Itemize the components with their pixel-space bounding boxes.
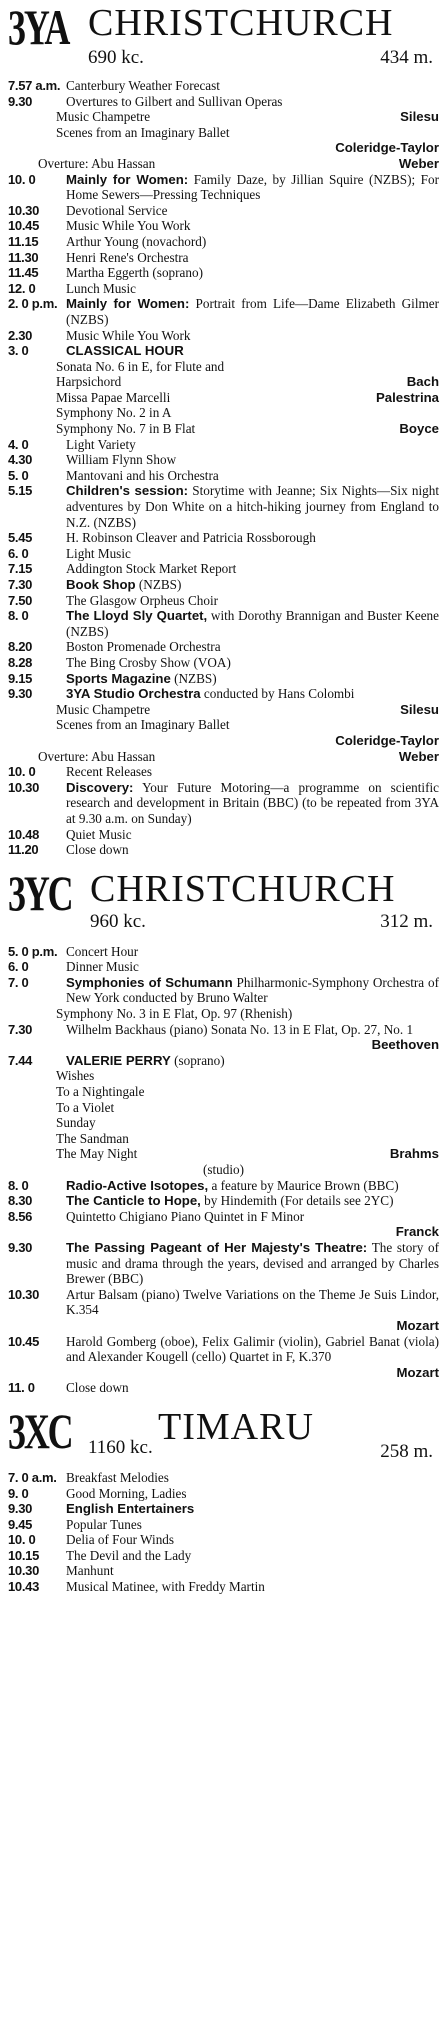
programme-text	[66, 764, 439, 780]
programme-description: Recent Releases	[66, 764, 153, 780]
programme-entry	[8, 1334, 439, 1365]
time-label: 8.30	[8, 1193, 33, 1209]
programme-description: Philharmonic-Symphony Orchestra of New York conducted by Bruno Walter	[66, 974, 439, 1006]
time-label: 7.50	[8, 592, 33, 608]
programme-text	[66, 780, 439, 827]
programme-text	[66, 959, 439, 975]
programme-entry	[8, 530, 439, 546]
programme-entry	[8, 1486, 439, 1502]
programme-title: Sports Magazine	[66, 670, 171, 686]
time-label: 11.30	[8, 249, 39, 265]
time-label: 10.30	[8, 779, 40, 795]
composer: Coleridge-Taylor	[335, 140, 439, 156]
time-label: 6. 0	[8, 959, 29, 975]
time-label: 7.57 a.m.	[8, 78, 61, 93]
programme-entry	[8, 468, 439, 484]
frequency: 1160 kc.	[88, 1436, 153, 1458]
programme-text	[66, 655, 439, 671]
programme-entry	[8, 78, 439, 94]
programme-entry	[8, 1209, 439, 1225]
programme-description: Quintetto Chigiano Piano Quintet in F Minor	[66, 1208, 305, 1224]
station-header	[8, 0, 439, 78]
time-label: 11.20	[8, 842, 39, 858]
programme-entry	[8, 1470, 439, 1486]
programme-description: Your Future Motoring—a programme on scientific research and development in Britain (BBC) (to be repeated from 3YA at 9.30 a.m. on Sunday)	[66, 779, 439, 826]
time-label: 5.15	[8, 483, 33, 499]
programme-description: Storytime with Jeanne; Six Nights—Six night adventures by Don White on a hitch-hiking journey from England to N.Z. (NZBS)	[66, 483, 440, 530]
programme-text	[66, 1470, 439, 1486]
programme-text	[66, 343, 439, 359]
composer: Palestrina	[375, 389, 439, 405]
programme-description: Martha Eggerth (soprano)	[66, 265, 203, 281]
work-line: Symphony No. 3 in E Flat, Op. 97 (Rhenish)	[56, 1006, 293, 1022]
programme-entry	[8, 1501, 439, 1517]
programme-entry	[8, 593, 439, 609]
time-label: 10.30	[8, 1286, 40, 1302]
programme-description: Devotional Service	[66, 202, 168, 218]
work-title: Music Champetre	[56, 701, 151, 717]
composer: Franck	[395, 1224, 439, 1240]
programme-text	[66, 1380, 439, 1396]
time-label: 9.15	[8, 670, 33, 686]
work-title: Music Champetre	[56, 109, 151, 125]
time-label: 10.30	[8, 202, 40, 218]
time-label: 11.15	[8, 233, 39, 249]
wavelength: 434 m.	[380, 47, 433, 68]
programme-text	[66, 234, 439, 250]
programme-entry	[8, 842, 439, 858]
programme-title: VALERIE PERRY	[66, 1052, 171, 1068]
programme-entry	[8, 1022, 439, 1038]
programme-description: Delia of Four Winds	[66, 1532, 175, 1548]
programme-entry	[8, 1178, 439, 1194]
programme-text	[66, 1548, 439, 1564]
time-label: 8.20	[8, 639, 33, 655]
composer: Mozart	[396, 1364, 439, 1380]
programme-text	[66, 78, 439, 94]
song-title: Sunday	[56, 1115, 96, 1131]
programme-description: H. Robinson Cleaver and Patricia Rossborough	[66, 530, 316, 546]
programme-description: Quiet Music	[66, 826, 132, 842]
programme-title: Book Shop	[66, 577, 136, 592]
programme-title: Mainly for Women:	[66, 171, 189, 187]
programme-description: Henri Rene's Orchestra	[66, 249, 189, 265]
programme-text	[66, 250, 439, 266]
programme-text	[66, 561, 439, 577]
programme-description: conducted by Hans Colombi	[200, 686, 355, 702]
programme-entry	[8, 1548, 439, 1564]
time-label: 11.45	[8, 265, 39, 281]
programme-text	[66, 593, 439, 609]
wavelength: 312 m.	[380, 910, 433, 932]
programme-title: Mainly for Women:	[66, 296, 190, 312]
programme-description: Music While You Work	[66, 327, 191, 343]
programme-entry	[8, 1517, 439, 1533]
work-line	[8, 359, 439, 375]
city-name: CHRISTCHURCH	[90, 867, 396, 910]
programme-text	[66, 686, 439, 702]
time-label: 7.30	[8, 577, 33, 592]
time-label: 5.45	[8, 530, 33, 546]
work-line	[8, 156, 439, 172]
time-label: 9.30	[8, 686, 33, 702]
programme-description: Dinner Music	[66, 959, 139, 975]
programme-description: The Bing Crosby Show (VOA)	[66, 654, 231, 670]
programme-text	[66, 1240, 439, 1287]
programme-text	[66, 328, 439, 344]
programme-text	[66, 1563, 439, 1579]
programme-title: The Lloyd Sly Quartet,	[66, 608, 208, 624]
programme-entry	[8, 328, 439, 344]
work-title: Symphony No. 2 in A	[56, 405, 172, 421]
time-label: 10. 0	[8, 764, 36, 780]
programme-text	[66, 172, 439, 203]
programme-entry	[8, 296, 439, 327]
programme-text	[66, 546, 439, 562]
programme-entry	[8, 1532, 439, 1548]
work-line	[8, 702, 439, 718]
work-line	[8, 140, 439, 156]
programme-description: The Devil and the Lady	[66, 1547, 192, 1563]
time-label: 5. 0	[8, 467, 29, 483]
programme-entry	[8, 1240, 439, 1287]
programme-entry	[8, 234, 439, 250]
programme-description: a feature by Maurice Brown (BBC)	[208, 1177, 399, 1193]
programme-description: Concert Hour	[66, 943, 139, 959]
work-line	[8, 390, 439, 406]
time-label: 10.48	[8, 826, 40, 842]
programme-title: Children's session:	[66, 483, 189, 499]
programme-entry	[8, 827, 439, 843]
programme-entry	[8, 452, 439, 468]
work-line	[8, 717, 439, 733]
time-label: 10. 0	[8, 1532, 36, 1548]
programme-description: Portrait from Life—Dame Elizabeth Gilmer (NZBS)	[66, 296, 440, 327]
time-label: 4. 0	[8, 436, 29, 452]
programme-list	[8, 78, 439, 858]
song-title: The Sandman	[56, 1130, 129, 1146]
programme-description: The Glasgow Orpheus Choir	[66, 592, 218, 608]
programme-description: Popular Tunes	[66, 1516, 142, 1532]
composer: Brahms	[389, 1146, 439, 1162]
composer: Coleridge-Taylor	[335, 732, 439, 748]
programme-description: Harold Gomberg (oboe), Felix Galimir (violin), Gabriel Banat (viola) and Alexander Kougell (cello) Quartet in F, K.370	[66, 1333, 439, 1365]
composer: Bach	[406, 374, 439, 390]
programme-entry	[8, 975, 439, 1006]
programme-text	[66, 452, 439, 468]
programme-text	[66, 437, 439, 453]
callsign: 3XC	[8, 1402, 72, 1459]
time-label: 9.30	[8, 93, 33, 109]
work-title: Overture: Abu Hassan	[38, 155, 156, 171]
time-label: 8. 0	[8, 608, 29, 624]
programme-list	[8, 1470, 439, 1595]
programme-text	[66, 265, 439, 281]
station-3yc	[8, 866, 439, 1396]
programme-description: Artur Balsam (piano) Twelve Variations on the Theme Je Suis Lindor, K.354	[66, 1286, 439, 1318]
composer: Silesu	[400, 701, 439, 717]
time-label: 7. 0	[8, 974, 29, 990]
city-name: CHRISTCHURCH	[88, 2, 394, 44]
composer: Mozart	[396, 1317, 439, 1333]
programme-description: Overtures to Gilbert and Sullivan Operas	[66, 93, 283, 109]
programme-text	[66, 281, 439, 297]
programme-text	[66, 483, 439, 530]
work-title: Overture: Abu Hassan	[38, 748, 156, 764]
programme-description: Musical Matinee, with Freddy Martin	[66, 1579, 265, 1595]
programme-title: Radio-Active Isotopes,	[66, 1177, 209, 1193]
programme-title: Symphonies of Schumann	[66, 974, 233, 990]
time-label: 6. 0	[8, 545, 29, 561]
composer: Boyce	[399, 421, 439, 437]
programme-text	[66, 1209, 439, 1225]
time-label: 10.30	[8, 1563, 40, 1579]
programme-description: (NZBS)	[135, 577, 182, 592]
programme-entry	[8, 343, 439, 359]
callsign: 3YA	[8, 0, 69, 55]
programme-text	[66, 468, 439, 484]
time-label: 8.56	[8, 1208, 33, 1224]
programme-text	[66, 296, 439, 327]
programme-entry	[8, 671, 439, 687]
song-title: Wishes	[56, 1068, 95, 1084]
programme-description: Close down	[66, 1380, 129, 1396]
programme-entry	[8, 608, 439, 639]
programme-description: Arthur Young (novachord)	[66, 233, 207, 249]
programme-entry	[8, 577, 439, 593]
work-line	[8, 749, 439, 765]
programme-description: The story of music and drama through the years, devised and arranged by Charles Brewer (BBC)	[66, 1239, 440, 1287]
station-header	[8, 866, 439, 944]
programme-description: William Flynn Show	[66, 452, 177, 468]
programme-text	[66, 1532, 439, 1548]
programme-entry	[8, 437, 439, 453]
callsign: 3YC	[8, 864, 72, 921]
programme-entry	[8, 655, 439, 671]
programme-entry	[8, 1287, 439, 1318]
programme-description: Mantovani and his Orchestra	[66, 467, 219, 483]
programme-title: The Passing Pageant of Her Majesty's Theatre:	[66, 1239, 368, 1255]
time-label: 4.30	[8, 452, 33, 468]
composer: Weber	[398, 155, 439, 171]
programme-entry	[8, 218, 439, 234]
time-label: 10.43	[8, 1579, 40, 1595]
time-label: 9.45	[8, 1516, 33, 1532]
programme-entry	[8, 94, 439, 110]
programme-text	[66, 94, 439, 110]
programme-text	[66, 218, 439, 234]
programme-title: Discovery:	[66, 779, 134, 795]
programme-entry	[8, 546, 439, 562]
work-title: Symphony No. 7 in B Flat	[56, 421, 196, 437]
frequency: 960 kc.	[90, 910, 146, 932]
programme-description: Music While You Work	[66, 218, 191, 234]
programme-title: The Canticle to Hope,	[66, 1193, 201, 1209]
programme-text	[66, 639, 439, 655]
programme-description: Breakfast Melodies	[66, 1469, 169, 1485]
time-label: 9.30	[8, 1239, 33, 1255]
time-label: 3. 0	[8, 343, 29, 359]
programme-text	[66, 203, 439, 219]
programme-entry	[8, 1380, 439, 1396]
work-line	[8, 374, 439, 390]
work-title: Missa Papae Marcelli	[56, 389, 171, 405]
programme-entry	[8, 1193, 439, 1209]
programme-text	[66, 944, 439, 960]
programme-description: Light Variety	[66, 436, 136, 452]
programme-description: Close down	[66, 842, 129, 858]
work-title: Scenes from an Imaginary Ballet	[56, 717, 230, 733]
song-title: To a Violet	[56, 1099, 115, 1115]
time-label: 7.15	[8, 561, 33, 577]
time-label: 12. 0	[8, 280, 36, 296]
programme-entry	[8, 780, 439, 827]
programme-text	[66, 827, 439, 843]
city-name: TIMARU	[158, 1405, 314, 1448]
work-line	[8, 421, 439, 437]
time-label: 2. 0 p.m.	[8, 296, 58, 312]
programme-description: Boston Promenade Orchestra	[66, 639, 221, 655]
programme-text	[66, 577, 439, 593]
programme-entry	[8, 959, 439, 975]
performance-note: (studio)	[202, 1162, 245, 1177]
programme-description: Family Daze, by Jillian Squire (NZBS); For Home Sewers—Pressing Techniques	[66, 171, 439, 203]
programme-text	[66, 1517, 439, 1533]
time-label: 8.28	[8, 654, 33, 670]
programme-description: (NZBS)	[170, 670, 217, 686]
programme-text	[66, 1053, 439, 1069]
composer: Beethoven	[371, 1037, 439, 1053]
programme-text	[66, 671, 439, 687]
programme-text	[66, 530, 439, 546]
time-label: 11. 0	[8, 1380, 35, 1396]
programme-text	[66, 1178, 439, 1194]
time-label: 7.44	[8, 1052, 33, 1068]
wavelength: 258 m.	[380, 1440, 433, 1462]
programme-title: 3YA Studio Orchestra	[66, 686, 201, 702]
programme-description: Canterbury Weather Forecast	[66, 78, 220, 93]
programme-entry	[8, 172, 439, 203]
station-3xc	[8, 1404, 439, 1595]
work-line	[8, 733, 439, 749]
work-title: Harpsichord	[56, 374, 122, 390]
programme-description: (soprano)	[170, 1052, 225, 1068]
work-title: Sonata No. 6 in E, for Flute and	[56, 358, 225, 374]
programme-entry	[8, 1579, 439, 1595]
time-label: 8. 0	[8, 1177, 29, 1193]
programme-description: Wilhelm Backhaus (piano) Sonata No. 13 in E Flat, Op. 27, No. 1	[66, 1021, 414, 1037]
programme-entry	[8, 561, 439, 577]
programme-text	[66, 1193, 439, 1209]
programme-text	[66, 842, 439, 858]
composer: Silesu	[400, 109, 439, 125]
programme-entry	[8, 944, 439, 960]
song-title: To a Nightingale	[56, 1084, 145, 1100]
composer: Weber	[398, 748, 439, 764]
programme-text	[66, 1579, 439, 1595]
time-label: 7. 0 a.m.	[8, 1469, 57, 1485]
programme-text	[66, 1501, 439, 1517]
time-label: 10.45	[8, 1333, 40, 1349]
programme-text	[66, 1334, 439, 1365]
work-title: The May Night	[56, 1146, 138, 1162]
time-label: 10.15	[8, 1547, 40, 1563]
programme-description: with Dorothy Brannigan and Buster Keene (NZBS)	[66, 608, 439, 639]
work-line	[8, 109, 439, 125]
programme-entry	[8, 203, 439, 219]
time-label: 7.30	[8, 1021, 33, 1037]
programme-entry	[8, 1053, 439, 1069]
station-3ya	[8, 0, 439, 858]
programme-entry	[8, 281, 439, 297]
programme-description: Manhunt	[66, 1563, 114, 1579]
programme-description: by Hindemith (For details see 2YC)	[200, 1193, 394, 1209]
programme-entry	[8, 265, 439, 281]
programme-entry	[8, 764, 439, 780]
time-label: 2.30	[8, 327, 33, 343]
programme-text	[66, 608, 439, 639]
time-label: 9. 0	[8, 1485, 29, 1501]
time-label: 10. 0	[8, 171, 36, 187]
time-label: 5. 0 p.m.	[8, 943, 58, 959]
programme-entry	[8, 639, 439, 655]
programme-text	[66, 975, 439, 1006]
programme-description: Addington Stock Market Report	[66, 561, 237, 577]
time-label: 9.30	[8, 1501, 33, 1517]
programme-text	[66, 1022, 439, 1038]
programme-description: Light Music	[66, 545, 131, 561]
programme-text	[66, 1287, 439, 1318]
programme-title: English Entertainers	[66, 1501, 195, 1517]
programme-description: Good Morning, Ladies	[66, 1485, 187, 1501]
programme-entry	[8, 686, 439, 702]
programme-list	[8, 944, 439, 1396]
programme-description: Lunch Music	[66, 280, 136, 296]
work-line	[8, 405, 439, 421]
work-line	[8, 125, 439, 141]
frequency: 690 kc.	[88, 47, 144, 68]
programme-entry	[8, 250, 439, 266]
programme-entry	[8, 1563, 439, 1579]
song-line	[8, 1146, 439, 1162]
programme-title: CLASSICAL HOUR	[66, 343, 184, 359]
programme-text	[66, 1486, 439, 1502]
station-header	[8, 1404, 439, 1470]
programme-entry	[8, 483, 439, 530]
time-label: 10.45	[8, 218, 40, 234]
work-title: Scenes from an Imaginary Ballet	[56, 124, 230, 140]
